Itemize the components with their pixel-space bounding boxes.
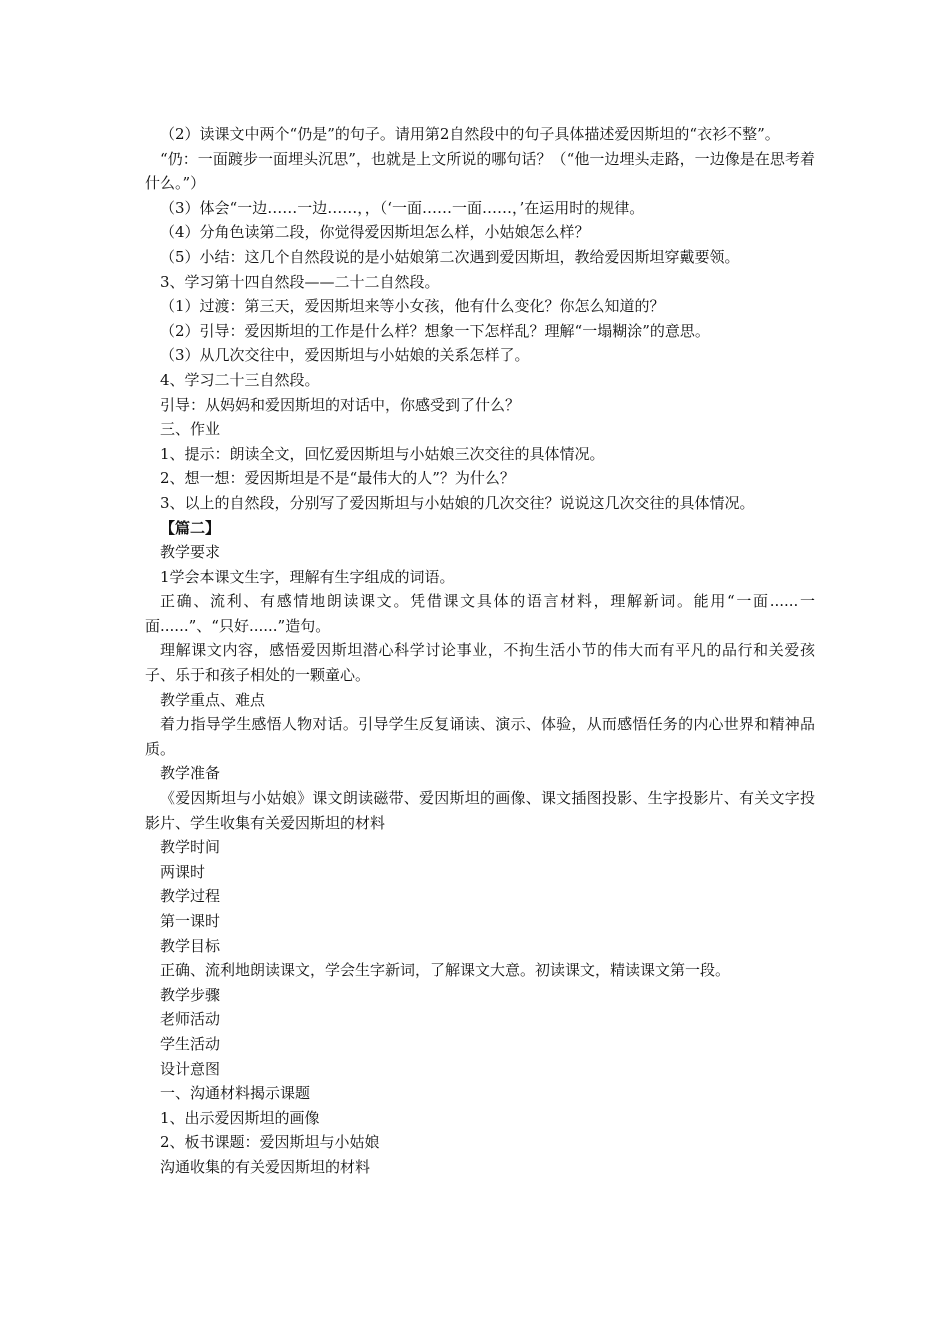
paragraph: （4）分角色读第二段，你觉得爱因斯坦怎么样，小姑娘怎么样？ xyxy=(160,223,590,242)
paragraph: 正确、流利、有感情地朗读课文。凭借课文具体的语言材料，理解新词。能用“一面......一面......”、“只好......”造句。 xyxy=(145,592,815,635)
paragraph: 1、出示爱因斯坦的画像 xyxy=(160,1108,320,1127)
paragraph: 沟通收集的有关爱因斯坦的材料 xyxy=(160,1157,371,1176)
paragraph: 引导：从妈妈和爱因斯坦的对话中，你感受到了什么？ xyxy=(160,395,521,414)
section-heading: 教学目标 xyxy=(160,936,221,955)
paragraph: 着力指导学生感悟人物对话。引导学生反复诵读、演示、体验，从而感悟任务的内心世界和精神品质。 xyxy=(145,715,815,758)
paragraph: 两课时 xyxy=(160,862,206,881)
paragraph: （5）小结：这几个自然段说的是小姑娘第二次遇到爱因斯坦，教给爱因斯坦穿戴要领。 xyxy=(160,247,740,266)
paragraph: 设计意图 xyxy=(160,1059,221,1078)
section-heading: 教学时间 xyxy=(160,838,221,857)
paragraph: 2、想一想：爱因斯坦是不是“最伟大的人”？为什么？ xyxy=(160,469,515,488)
section-heading: 3、学习第十四自然段——二十二自然段。 xyxy=(160,272,440,291)
paragraph: 正确、流利地朗读课文，学会生字新词，了解课文大意。初读课文，精读课文第一段。 xyxy=(160,961,731,980)
paragraph: （2）读课文中两个“仍是”的句子。请用第2自然段中的句子具体描述爱因斯坦的“衣衫不整”。 xyxy=(160,125,780,143)
paragraph: （1）过渡：第三天，爱因斯坦来等小女孩，他有什么变化？你怎么知道的？ xyxy=(160,297,665,316)
section-heading: 教学准备 xyxy=(160,764,221,783)
section-heading: 第一课时 xyxy=(160,912,221,930)
paragraph: （3）从几次交往中，爱因斯坦与小姑娘的关系怎样了。 xyxy=(160,346,530,365)
paragraph: 《爱因斯坦与小姑娘》课文朗读磁带、爱因斯坦的画像、课文插图投影、生字投影片、有关文字投影片、学生收集有关爱因斯坦的材料 xyxy=(145,789,815,832)
part-heading: 【篇二】 xyxy=(160,518,221,537)
paragraph: 1、提示：朗读全文，回忆爱因斯坦与小姑娘三次交往的具体情况。 xyxy=(160,444,605,463)
paragraph: 理解课文内容，感悟爱因斯坦潜心科学讨论事业，不拘生活小节的伟大而有平凡的品行和关爱孩子、乐于和孩子相处的一颗童心。 xyxy=(145,641,815,685)
section-heading: 教学步骤 xyxy=(160,985,221,1004)
section-heading: 教学重点、难点 xyxy=(160,690,266,709)
section-heading: 三、作业 xyxy=(160,420,221,439)
document-body xyxy=(145,122,815,1180)
paragraph: 老师活动 xyxy=(160,1010,221,1029)
section-heading: 一、沟通材料揭示课题 xyxy=(160,1084,311,1103)
paragraph: 3、以上的自然段，分别写了爱因斯坦与小姑娘的几次交往？说说这几次交往的具体情况。 xyxy=(160,493,755,512)
paragraph: 学生活动 xyxy=(160,1034,221,1053)
section-heading: 教学过程 xyxy=(160,887,221,906)
paragraph: （3）体会“一边……一边……，，（‘一面……一面……，’在运用时的规律。 xyxy=(160,198,645,217)
paragraph: “仍：一面踱步一面埋头沉思”，也就是上文所说的哪句话？（“他一边埋头走路，一边像是在思考着什么。”） xyxy=(145,149,815,193)
paragraph: 1学会本课文生字，理解有生字组成的词语。 xyxy=(160,567,455,586)
section-heading: 4、学习二十三自然段。 xyxy=(160,370,320,389)
paragraph: （2）引导：爱因斯坦的工作是什么样？想象一下怎样乱？理解“一塌糊涂”的意思。 xyxy=(160,321,710,340)
paragraph: 2、板书课题：爱因斯坦与小姑娘 xyxy=(160,1133,380,1152)
section-heading: 教学要求 xyxy=(160,543,221,562)
